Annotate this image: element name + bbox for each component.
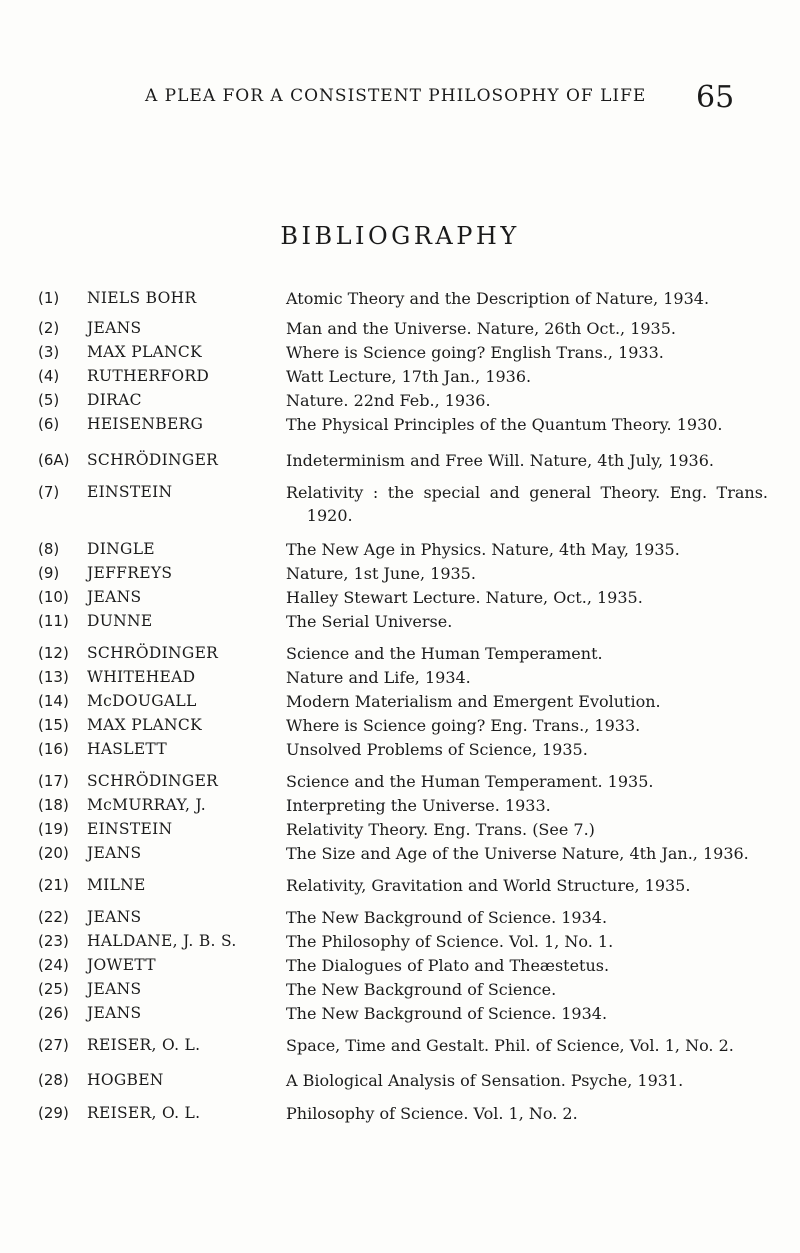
entry-author: NIELS BOHR (87, 289, 197, 307)
entry-number: (12) (38, 644, 69, 662)
entry-number: (15) (38, 716, 69, 734)
bibliography-entry (38, 930, 768, 953)
bibliography-entry (38, 341, 768, 364)
entry-author: SCHRÖDINGER (87, 644, 219, 662)
bibliography-entry (38, 794, 768, 817)
entry-number: (5) (38, 391, 60, 409)
entry-number: (3) (38, 343, 60, 361)
entry-number: (1) (38, 289, 60, 307)
bibliography-entry (38, 538, 768, 561)
entry-work: The New Background of Science. (286, 980, 557, 999)
entry-author: JEANS (87, 980, 142, 998)
entry-work: Halley Stewart Lecture. Nature, Oct., 1935. (286, 588, 643, 607)
entry-author: HALDANE, J. B. S. (87, 932, 237, 950)
bibliography-entry (38, 1102, 768, 1125)
entry-author: MILNE (87, 876, 146, 894)
entry-number: (27) (38, 1036, 69, 1054)
entry-number: (18) (38, 796, 69, 814)
bibliography-entry (38, 610, 768, 633)
entry-number: (24) (38, 956, 69, 974)
entry-number: (2) (38, 319, 60, 337)
entry-number: (29) (38, 1104, 69, 1122)
entry-number: (11) (38, 612, 69, 630)
bibliography-entry (38, 642, 768, 665)
entry-number: (26) (38, 1004, 69, 1022)
bibliography-entry (38, 666, 768, 689)
bibliography-heading: BIBLIOGRAPHY (280, 222, 520, 250)
bibliography-entry (38, 1069, 768, 1092)
entry-author: JEANS (87, 588, 142, 606)
entry-work: Relativity, Gravitation and World Structure, 1935. (286, 876, 691, 895)
bibliography-entry (38, 481, 768, 527)
entry-number: (20) (38, 844, 69, 862)
entry-work: Watt Lecture, 17th Jan., 1936. (286, 367, 532, 386)
entry-author: MAX PLANCK (87, 343, 202, 361)
entry-number: (4) (38, 367, 60, 385)
entry-number: (23) (38, 932, 69, 950)
entry-author: SCHRÖDINGER (87, 772, 219, 790)
entry-number: (9) (38, 564, 60, 582)
bibliography-entry (38, 317, 768, 340)
bibliography-entry (38, 389, 768, 412)
entry-author: JEFFREYS (87, 564, 173, 582)
entry-number: (7) (38, 483, 60, 501)
bibliography-entry (38, 365, 768, 388)
entry-work: Where is Science going? English Trans., 1933. (286, 343, 664, 362)
bibliography-list (38, 287, 768, 1125)
entry-work: Philosophy of Science. Vol. 1, No. 2. (286, 1104, 578, 1123)
running-title: A PLEA FOR A CONSISTENT PHILOSOPHY OF LIFE (145, 86, 647, 106)
bibliography-entry (38, 586, 768, 609)
bibliography-entry (38, 714, 768, 737)
entry-author: WHITEHEAD (87, 668, 196, 686)
entry-work: Atomic Theory and the Description of Nature, 1934. (286, 289, 710, 308)
entry-work: The New Age in Physics. Nature, 4th May, 1935. (286, 540, 680, 559)
page-number: 65 (696, 80, 735, 115)
bibliography-entry (38, 287, 768, 310)
entry-number: (22) (38, 908, 69, 926)
bibliography-entry (38, 818, 768, 841)
entry-number: (25) (38, 980, 69, 998)
bibliography-entry (38, 954, 768, 977)
bibliography-entry (38, 1034, 768, 1057)
entry-work: Science and the Human Temperament. 1935. (286, 772, 654, 791)
entry-author: DUNNE (87, 612, 153, 630)
entry-number: (28) (38, 1071, 69, 1089)
bibliography-entry (38, 1002, 768, 1025)
entry-number: (8) (38, 540, 60, 558)
entry-work: Indeterminism and Free Will. Nature, 4th July, 1936. (286, 451, 714, 470)
entry-author: REISER, O. L. (87, 1036, 201, 1054)
entry-author: JEANS (87, 1004, 142, 1022)
entry-work: Relativity : the special and general Theory. Eng. Trans. 1920. (286, 483, 768, 525)
entry-work: The Size and Age of the Universe Nature, 4th Jan., 1936. (286, 844, 749, 863)
entry-author: DINGLE (87, 540, 155, 558)
bibliography-entry (38, 906, 768, 929)
entry-author: JOWETT (87, 956, 156, 974)
entry-work: Relativity Theory. Eng. Trans. (See 7.) (286, 820, 595, 839)
entry-work: Modern Materialism and Emergent Evolution. (286, 692, 661, 711)
entry-author: DIRAC (87, 391, 142, 409)
entry-number: (21) (38, 876, 69, 894)
bibliography-entry (38, 874, 768, 897)
entry-number: (14) (38, 692, 69, 710)
bibliography-entry (38, 562, 768, 585)
entry-author: HOGBEN (87, 1071, 164, 1089)
entry-work: Nature. 22nd Feb., 1936. (286, 391, 491, 410)
entry-work: The Dialogues of Plato and Theæstetus. (286, 956, 610, 975)
bibliography-entry (38, 449, 768, 472)
entry-author: SCHRÖDINGER (87, 451, 219, 469)
bibliography-entry (38, 413, 768, 436)
entry-author: REISER, O. L. (87, 1104, 201, 1122)
entry-number: (6) (38, 415, 60, 433)
entry-work: Unsolved Problems of Science, 1935. (286, 740, 588, 759)
entry-number: (16) (38, 740, 69, 758)
entry-author: JEANS (87, 844, 142, 862)
entry-author: EINSTEIN (87, 483, 173, 501)
entry-author: McMURRAY, J. (87, 796, 207, 814)
entry-work: Science and the Human Temperament. (286, 644, 603, 663)
entry-work: The New Background of Science. 1934. (286, 908, 608, 927)
entry-work: Where is Science going? Eng. Trans., 1933. (286, 716, 641, 735)
bibliography-entry (38, 842, 768, 865)
entry-author: MAX PLANCK (87, 716, 202, 734)
entry-work: Space, Time and Gestalt. Phil. of Science, Vol. 1, No. 2. (286, 1036, 734, 1055)
entry-number: (13) (38, 668, 69, 686)
entry-author: JEANS (87, 319, 142, 337)
bibliography-entry (38, 770, 768, 793)
entry-author: RUTHERFORD (87, 367, 210, 385)
entry-number: (19) (38, 820, 69, 838)
bibliography-entry (38, 978, 768, 1001)
entry-number: (6A) (38, 451, 70, 469)
entry-number: (17) (38, 772, 69, 790)
entry-author: EINSTEIN (87, 820, 173, 838)
entry-author: HASLETT (87, 740, 168, 758)
entry-author: McDOUGALL (87, 692, 197, 710)
entry-work: Man and the Universe. Nature, 26th Oct., 1935. (286, 319, 676, 338)
entry-work: Nature and Life, 1934. (286, 668, 471, 687)
entry-work: The Philosophy of Science. Vol. 1, No. 1. (286, 932, 614, 951)
entry-work: Nature, 1st June, 1935. (286, 564, 476, 583)
bibliography-entry (38, 738, 768, 761)
bibliography-entry (38, 690, 768, 713)
entry-work: Interpreting the Universe. 1933. (286, 796, 551, 815)
entry-work: The New Background of Science. 1934. (286, 1004, 608, 1023)
entry-work: The Serial Universe. (286, 612, 453, 631)
entry-number: (10) (38, 588, 69, 606)
entry-author: JEANS (87, 908, 142, 926)
running-header (0, 80, 800, 120)
entry-author: HEISENBERG (87, 415, 204, 433)
entry-work: The Physical Principles of the Quantum Theory. 1930. (286, 415, 723, 434)
entry-work: A Biological Analysis of Sensation. Psyche, 1931. (286, 1071, 684, 1090)
